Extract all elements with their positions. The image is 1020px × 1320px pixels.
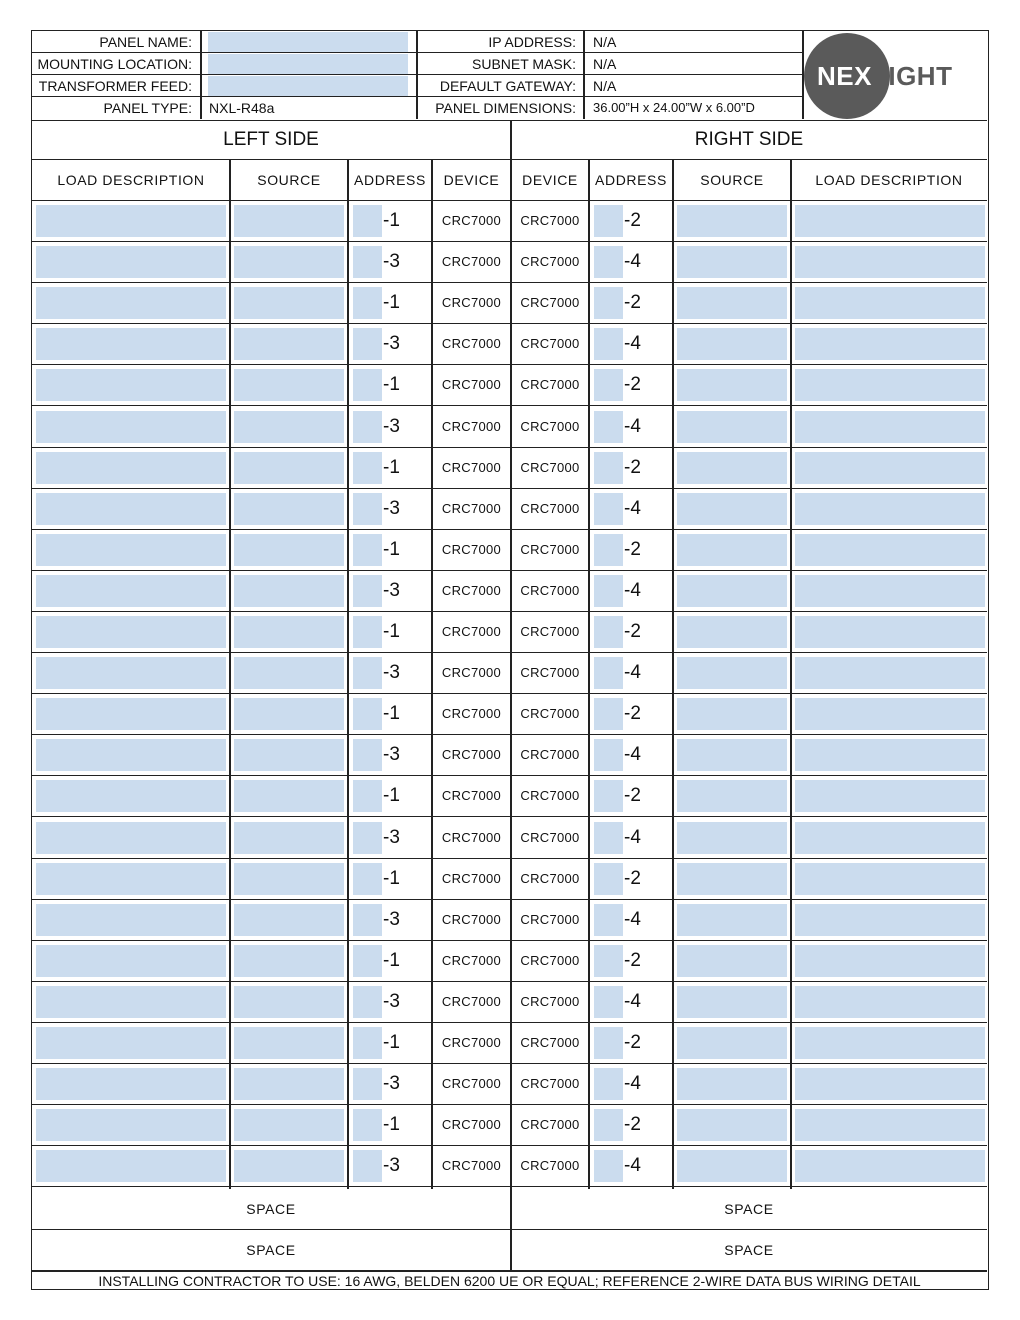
right-address-field[interactable] [594, 986, 623, 1018]
left-address-field[interactable] [353, 739, 382, 771]
left-address-field[interactable] [353, 575, 382, 607]
right-device: CRC7000 [520, 829, 580, 845]
panel-type-value: NXL-R48a [209, 100, 275, 116]
right-device: CRC7000 [520, 747, 580, 763]
right-load-description-field[interactable] [795, 863, 985, 895]
right-address-field[interactable] [594, 780, 623, 812]
right-load-description-field[interactable] [795, 1109, 985, 1141]
left-device: CRC7000 [441, 665, 502, 681]
left-address-suffix: -1 [383, 867, 400, 889]
grid-line [588, 160, 590, 1189]
left-load-description-field[interactable] [36, 986, 226, 1018]
right-source-field[interactable] [677, 1068, 787, 1100]
right-load-description-field[interactable] [795, 904, 985, 936]
left-load-description-field[interactable] [36, 411, 226, 443]
grid-line [32, 96, 802, 97]
left-address-suffix: -1 [383, 456, 400, 478]
left-address-suffix: -3 [383, 415, 400, 437]
right-address-suffix: -4 [624, 497, 641, 519]
installer-note: INSTALLING CONTRACTOR TO USE: 16 AWG, BELDEN 6200 UE OR EQUAL; REFERENCE 2-WIRE DATA BUS WIRING DETAIL [32, 1271, 987, 1289]
left-address-suffix: -3 [383, 908, 400, 930]
logo-text-nex: NEX [817, 61, 872, 91]
right-address-suffix: -2 [624, 456, 641, 478]
right-load-description-field[interactable] [795, 945, 985, 977]
left-device: CRC7000 [441, 1117, 502, 1133]
right-address-field[interactable] [594, 534, 623, 566]
grid-line [431, 160, 433, 1189]
subnet-mask-value: N/A [593, 56, 617, 72]
left-address-field[interactable] [353, 822, 382, 854]
left-source-field[interactable] [234, 246, 344, 278]
left-address-field[interactable] [353, 1068, 382, 1100]
right-address-field[interactable] [594, 328, 623, 360]
left-address-suffix: -3 [383, 744, 400, 766]
left-address-suffix: -3 [383, 990, 400, 1012]
right-source-field[interactable] [677, 452, 787, 484]
right-device: CRC7000 [520, 459, 580, 475]
right-address-suffix: -2 [624, 1114, 641, 1136]
right-load-description-field[interactable] [795, 698, 985, 730]
left-address-field[interactable] [353, 1109, 382, 1141]
right-source-field[interactable] [677, 904, 787, 936]
left-load-description-field[interactable] [36, 739, 226, 771]
subnet-mask-label: SUBNET MASK: [472, 56, 576, 72]
right-address-field[interactable] [594, 698, 623, 730]
left-address-field[interactable] [353, 1150, 382, 1182]
left-device: CRC7000 [441, 1035, 502, 1050]
right-load-description-field[interactable] [795, 1150, 985, 1182]
right-address-field[interactable] [594, 287, 623, 319]
right-address-field[interactable] [594, 246, 623, 278]
space-left: SPACE [246, 1201, 296, 1217]
left-load-description-field[interactable] [36, 780, 226, 812]
right-source-field[interactable] [677, 780, 787, 812]
right-address-suffix: -2 [624, 621, 641, 642]
right-source-field[interactable] [677, 863, 787, 895]
right-load-description-field[interactable] [795, 739, 985, 771]
grid-line [32, 74, 802, 75]
panel-type-label: PANEL TYPE: [103, 100, 192, 116]
left-device: CRC7000 [441, 213, 502, 228]
right-source-field[interactable] [677, 698, 787, 730]
left-load-description-field[interactable] [36, 1150, 226, 1182]
left-load-description-field[interactable] [36, 904, 226, 936]
right-address-suffix: -4 [624, 579, 641, 601]
right-source-field[interactable] [677, 945, 787, 977]
right-address-field[interactable] [594, 616, 623, 648]
left-source-field[interactable] [234, 534, 344, 566]
left-load-description-field[interactable] [36, 369, 226, 401]
right-address-suffix: -2 [624, 949, 641, 971]
right-device: CRC7000 [520, 665, 580, 681]
left-device: CRC7000 [441, 788, 502, 804]
right-device: CRC7000 [520, 788, 580, 804]
left-address-suffix: -3 [383, 251, 400, 273]
left-load-description-field[interactable] [36, 287, 226, 319]
left-device: CRC7000 [441, 829, 502, 845]
right-address-suffix: -2 [624, 703, 641, 725]
right-device: CRC7000 [520, 213, 580, 228]
panel-header [32, 31, 987, 121]
right-device: CRC7000 [520, 541, 580, 557]
right-device: CRC7000 [520, 952, 580, 968]
right-device: CRC7000 [520, 1076, 580, 1092]
right-address-field[interactable] [594, 1109, 623, 1141]
right-source-field[interactable] [677, 369, 787, 401]
right-load-description-field[interactable] [795, 534, 985, 566]
left-address-field[interactable] [353, 780, 382, 812]
left-device: CRC7000 [441, 459, 502, 475]
left-address-suffix: -1 [383, 292, 400, 314]
left-source-field[interactable] [234, 205, 344, 237]
left-address-field[interactable] [353, 1027, 382, 1059]
left-source-field[interactable] [234, 287, 344, 319]
col-right-address: ADDRESS [589, 160, 673, 201]
left-device: CRC7000 [441, 911, 502, 927]
right-load-description-field[interactable] [795, 657, 985, 689]
left-source-field[interactable] [234, 863, 344, 895]
left-address-suffix: -3 [383, 333, 400, 355]
left-load-description-field[interactable] [36, 534, 226, 566]
left-address-field[interactable] [353, 205, 382, 237]
left-source-field[interactable] [234, 411, 344, 443]
right-device: CRC7000 [520, 295, 580, 311]
left-device: CRC7000 [441, 541, 502, 557]
left-address-field[interactable] [353, 986, 382, 1018]
left-source-field[interactable] [234, 328, 344, 360]
left-address-suffix: -3 [383, 497, 400, 519]
right-source-field[interactable] [677, 411, 787, 443]
left-address-field[interactable] [353, 904, 382, 936]
right-address-suffix: -2 [624, 1032, 641, 1053]
col-right-load-description: LOAD DESCRIPTION [791, 160, 987, 201]
left-address-field[interactable] [353, 616, 382, 648]
left-address-suffix: -1 [383, 1114, 400, 1136]
left-address-suffix: -1 [383, 949, 400, 971]
left-load-description-field[interactable] [36, 1027, 226, 1059]
right-source-field[interactable] [677, 205, 787, 237]
left-side-title: LEFT SIDE [32, 120, 510, 160]
left-address-field[interactable] [353, 657, 382, 689]
left-source-field[interactable] [234, 1027, 344, 1059]
left-address-suffix: -1 [383, 538, 400, 560]
left-load-description-field[interactable] [36, 328, 226, 360]
right-load-description-field[interactable] [795, 616, 985, 648]
left-device: CRC7000 [441, 1076, 502, 1092]
ip-address-value: N/A [593, 34, 617, 50]
left-address-field[interactable] [353, 945, 382, 977]
right-load-description-field[interactable] [795, 986, 985, 1018]
right-side-title: RIGHT SIDE [511, 120, 987, 160]
right-source-field[interactable] [677, 287, 787, 319]
left-address-suffix: -1 [383, 621, 400, 642]
right-load-description-field[interactable] [795, 287, 985, 319]
space-left: SPACE [246, 1242, 296, 1258]
right-load-description-field[interactable] [795, 780, 985, 812]
right-load-description-field[interactable] [795, 493, 985, 525]
left-source-field[interactable] [234, 780, 344, 812]
right-device: CRC7000 [520, 418, 580, 434]
right-source-field[interactable] [677, 986, 787, 1018]
right-address-suffix: -2 [624, 292, 641, 314]
grid-line [200, 31, 202, 119]
mounting-location-field[interactable] [208, 54, 408, 74]
center-divider [510, 120, 512, 1272]
right-address-field[interactable] [594, 369, 623, 401]
left-source-field[interactable] [234, 452, 344, 484]
left-address-suffix: -1 [383, 785, 400, 807]
right-address-suffix: -4 [624, 333, 641, 355]
right-address-suffix: -4 [624, 1073, 641, 1095]
right-load-description-field[interactable] [795, 205, 985, 237]
transformer-feed-field[interactable] [208, 76, 408, 96]
right-address-field[interactable] [594, 1027, 623, 1059]
left-source-field[interactable] [234, 822, 344, 854]
left-device: CRC7000 [441, 993, 502, 1009]
left-source-field[interactable] [234, 369, 344, 401]
right-address-field[interactable] [594, 493, 623, 525]
grid-line [32, 52, 802, 53]
left-device: CRC7000 [441, 870, 502, 886]
left-device: CRC7000 [441, 952, 502, 968]
left-load-description-field[interactable] [36, 452, 226, 484]
right-load-description-field[interactable] [795, 328, 985, 360]
left-load-description-field[interactable] [36, 945, 226, 977]
right-load-description-field[interactable] [795, 411, 985, 443]
left-source-field[interactable] [234, 616, 344, 648]
left-load-description-field[interactable] [36, 822, 226, 854]
grid-line [672, 160, 674, 1189]
right-address-field[interactable] [594, 657, 623, 689]
left-source-field[interactable] [234, 739, 344, 771]
left-source-field[interactable] [234, 945, 344, 977]
right-device: CRC7000 [520, 336, 580, 352]
left-source-field[interactable] [234, 575, 344, 607]
left-load-description-field[interactable] [36, 1109, 226, 1141]
right-address-field[interactable] [594, 452, 623, 484]
left-address-suffix: -3 [383, 826, 400, 848]
left-device: CRC7000 [441, 377, 502, 393]
left-address-field[interactable] [353, 287, 382, 319]
grid-line [583, 31, 585, 119]
right-load-description-field[interactable] [795, 1027, 985, 1059]
right-address-suffix: -2 [624, 785, 641, 807]
left-address-field[interactable] [353, 411, 382, 443]
right-address-suffix: -2 [624, 538, 641, 560]
right-address-field[interactable] [594, 904, 623, 936]
left-device: CRC7000 [441, 295, 502, 311]
left-address-field[interactable] [353, 369, 382, 401]
left-address-suffix: -1 [383, 1032, 400, 1053]
space-right: SPACE [724, 1201, 774, 1217]
col-right-device: DEVICE [511, 160, 589, 201]
right-address-field[interactable] [594, 863, 623, 895]
left-source-field[interactable] [234, 657, 344, 689]
left-device: CRC7000 [441, 1158, 502, 1174]
left-address-suffix: -3 [383, 662, 400, 684]
left-source-field[interactable] [234, 1109, 344, 1141]
right-source-field[interactable] [677, 534, 787, 566]
ip-address-label: IP ADDRESS: [488, 34, 576, 50]
panel-dimensions-value: 36.00”H x 24.00”W x 6.00”D [593, 100, 755, 115]
left-device: CRC7000 [441, 706, 502, 722]
left-device: CRC7000 [441, 336, 502, 352]
right-address-suffix: -2 [624, 374, 641, 396]
right-device: CRC7000 [520, 1158, 580, 1174]
left-address-field[interactable] [353, 328, 382, 360]
right-device: CRC7000 [520, 1117, 580, 1133]
space-right: SPACE [724, 1242, 774, 1258]
right-address-suffix: -4 [624, 415, 641, 437]
right-load-description-field[interactable] [795, 1068, 985, 1100]
grid-line [790, 160, 792, 1189]
right-address-suffix: -4 [624, 826, 641, 848]
left-load-description-field[interactable] [36, 657, 226, 689]
left-source-field[interactable] [234, 904, 344, 936]
left-load-description-field[interactable] [36, 863, 226, 895]
right-source-field[interactable] [677, 246, 787, 278]
mounting-location-label: MOUNTING LOCATION: [37, 56, 192, 72]
right-address-field[interactable] [594, 739, 623, 771]
left-source-field[interactable] [234, 1150, 344, 1182]
right-source-field[interactable] [677, 616, 787, 648]
col-left-load-description: LOAD DESCRIPTION [32, 160, 230, 201]
right-address-field[interactable] [594, 1068, 623, 1100]
right-device: CRC7000 [520, 624, 580, 639]
left-source-field[interactable] [234, 493, 344, 525]
panel-schedule-sheet [31, 30, 989, 1290]
grid-line [229, 160, 231, 1189]
right-device: CRC7000 [520, 582, 580, 598]
nexlight-logo [817, 61, 952, 92]
left-device: CRC7000 [441, 624, 502, 639]
right-source-field[interactable] [677, 657, 787, 689]
left-address-field[interactable] [353, 698, 382, 730]
right-address-suffix: -2 [624, 210, 641, 231]
left-load-description-field[interactable] [36, 493, 226, 525]
panel-name-label: PANEL NAME: [99, 34, 192, 50]
left-address-suffix: -1 [383, 374, 400, 396]
right-source-field[interactable] [677, 739, 787, 771]
left-load-description-field[interactable] [36, 246, 226, 278]
right-device: CRC7000 [520, 500, 580, 516]
space-row [32, 1189, 987, 1230]
right-address-suffix: -2 [624, 867, 641, 889]
right-address-field[interactable] [594, 822, 623, 854]
right-address-suffix: -4 [624, 1155, 641, 1177]
right-device: CRC7000 [520, 911, 580, 927]
right-address-field[interactable] [594, 411, 623, 443]
default-gateway-value: N/A [593, 78, 617, 94]
panel-dimensions-label: PANEL DIMENSIONS: [435, 100, 576, 116]
right-address-suffix: -4 [624, 990, 641, 1012]
left-device: CRC7000 [441, 418, 502, 434]
right-address-suffix: -4 [624, 908, 641, 930]
left-load-description-field[interactable] [36, 1068, 226, 1100]
default-gateway-label: DEFAULT GATEWAY: [439, 78, 576, 94]
left-load-description-field[interactable] [36, 698, 226, 730]
right-load-description-field[interactable] [795, 575, 985, 607]
right-address-field[interactable] [594, 1150, 623, 1182]
left-load-description-field[interactable] [36, 575, 226, 607]
right-load-description-field[interactable] [795, 822, 985, 854]
col-left-source: SOURCE [230, 160, 348, 201]
grid-line [416, 31, 418, 119]
right-device: CRC7000 [520, 993, 580, 1009]
right-source-field[interactable] [677, 1109, 787, 1141]
right-device: CRC7000 [520, 870, 580, 886]
right-source-field[interactable] [677, 493, 787, 525]
right-address-suffix: -4 [624, 744, 641, 766]
left-address-suffix: -3 [383, 1155, 400, 1177]
right-load-description-field[interactable] [795, 369, 985, 401]
right-device: CRC7000 [520, 706, 580, 722]
left-device: CRC7000 [441, 747, 502, 763]
right-device: CRC7000 [520, 1035, 580, 1050]
left-source-field[interactable] [234, 1068, 344, 1100]
right-address-field[interactable] [594, 205, 623, 237]
right-device: CRC7000 [520, 254, 580, 270]
panel-name-field[interactable] [208, 32, 408, 52]
right-source-field[interactable] [677, 1150, 787, 1182]
space-row [32, 1230, 987, 1271]
transformer-feed-label: TRANSFORMER FEED: [38, 78, 192, 94]
left-address-field[interactable] [353, 452, 382, 484]
left-address-field[interactable] [353, 534, 382, 566]
logo-text-light: LIGHT [871, 61, 953, 91]
left-device: CRC7000 [441, 254, 502, 270]
left-address-suffix: -1 [383, 210, 400, 231]
grid-line [347, 160, 349, 1189]
col-left-device: DEVICE [432, 160, 511, 201]
left-device: CRC7000 [441, 582, 502, 598]
right-source-field[interactable] [677, 328, 787, 360]
right-load-description-field[interactable] [795, 246, 985, 278]
left-load-description-field[interactable] [36, 616, 226, 648]
right-address-field[interactable] [594, 945, 623, 977]
col-right-source: SOURCE [673, 160, 791, 201]
left-address-suffix: -1 [383, 703, 400, 725]
left-source-field[interactable] [234, 698, 344, 730]
right-address-field[interactable] [594, 575, 623, 607]
right-source-field[interactable] [677, 1027, 787, 1059]
right-source-field[interactable] [677, 575, 787, 607]
left-source-field[interactable] [234, 986, 344, 1018]
right-load-description-field[interactable] [795, 452, 985, 484]
left-address-suffix: -3 [383, 1073, 400, 1095]
left-address-suffix: -3 [383, 579, 400, 601]
left-device: CRC7000 [441, 500, 502, 516]
left-address-field[interactable] [353, 863, 382, 895]
left-address-field[interactable] [353, 493, 382, 525]
right-address-suffix: -4 [624, 251, 641, 273]
right-address-suffix: -4 [624, 662, 641, 684]
left-load-description-field[interactable] [36, 205, 226, 237]
right-device: CRC7000 [520, 377, 580, 393]
right-source-field[interactable] [677, 822, 787, 854]
col-left-address: ADDRESS [348, 160, 432, 201]
left-address-field[interactable] [353, 246, 382, 278]
